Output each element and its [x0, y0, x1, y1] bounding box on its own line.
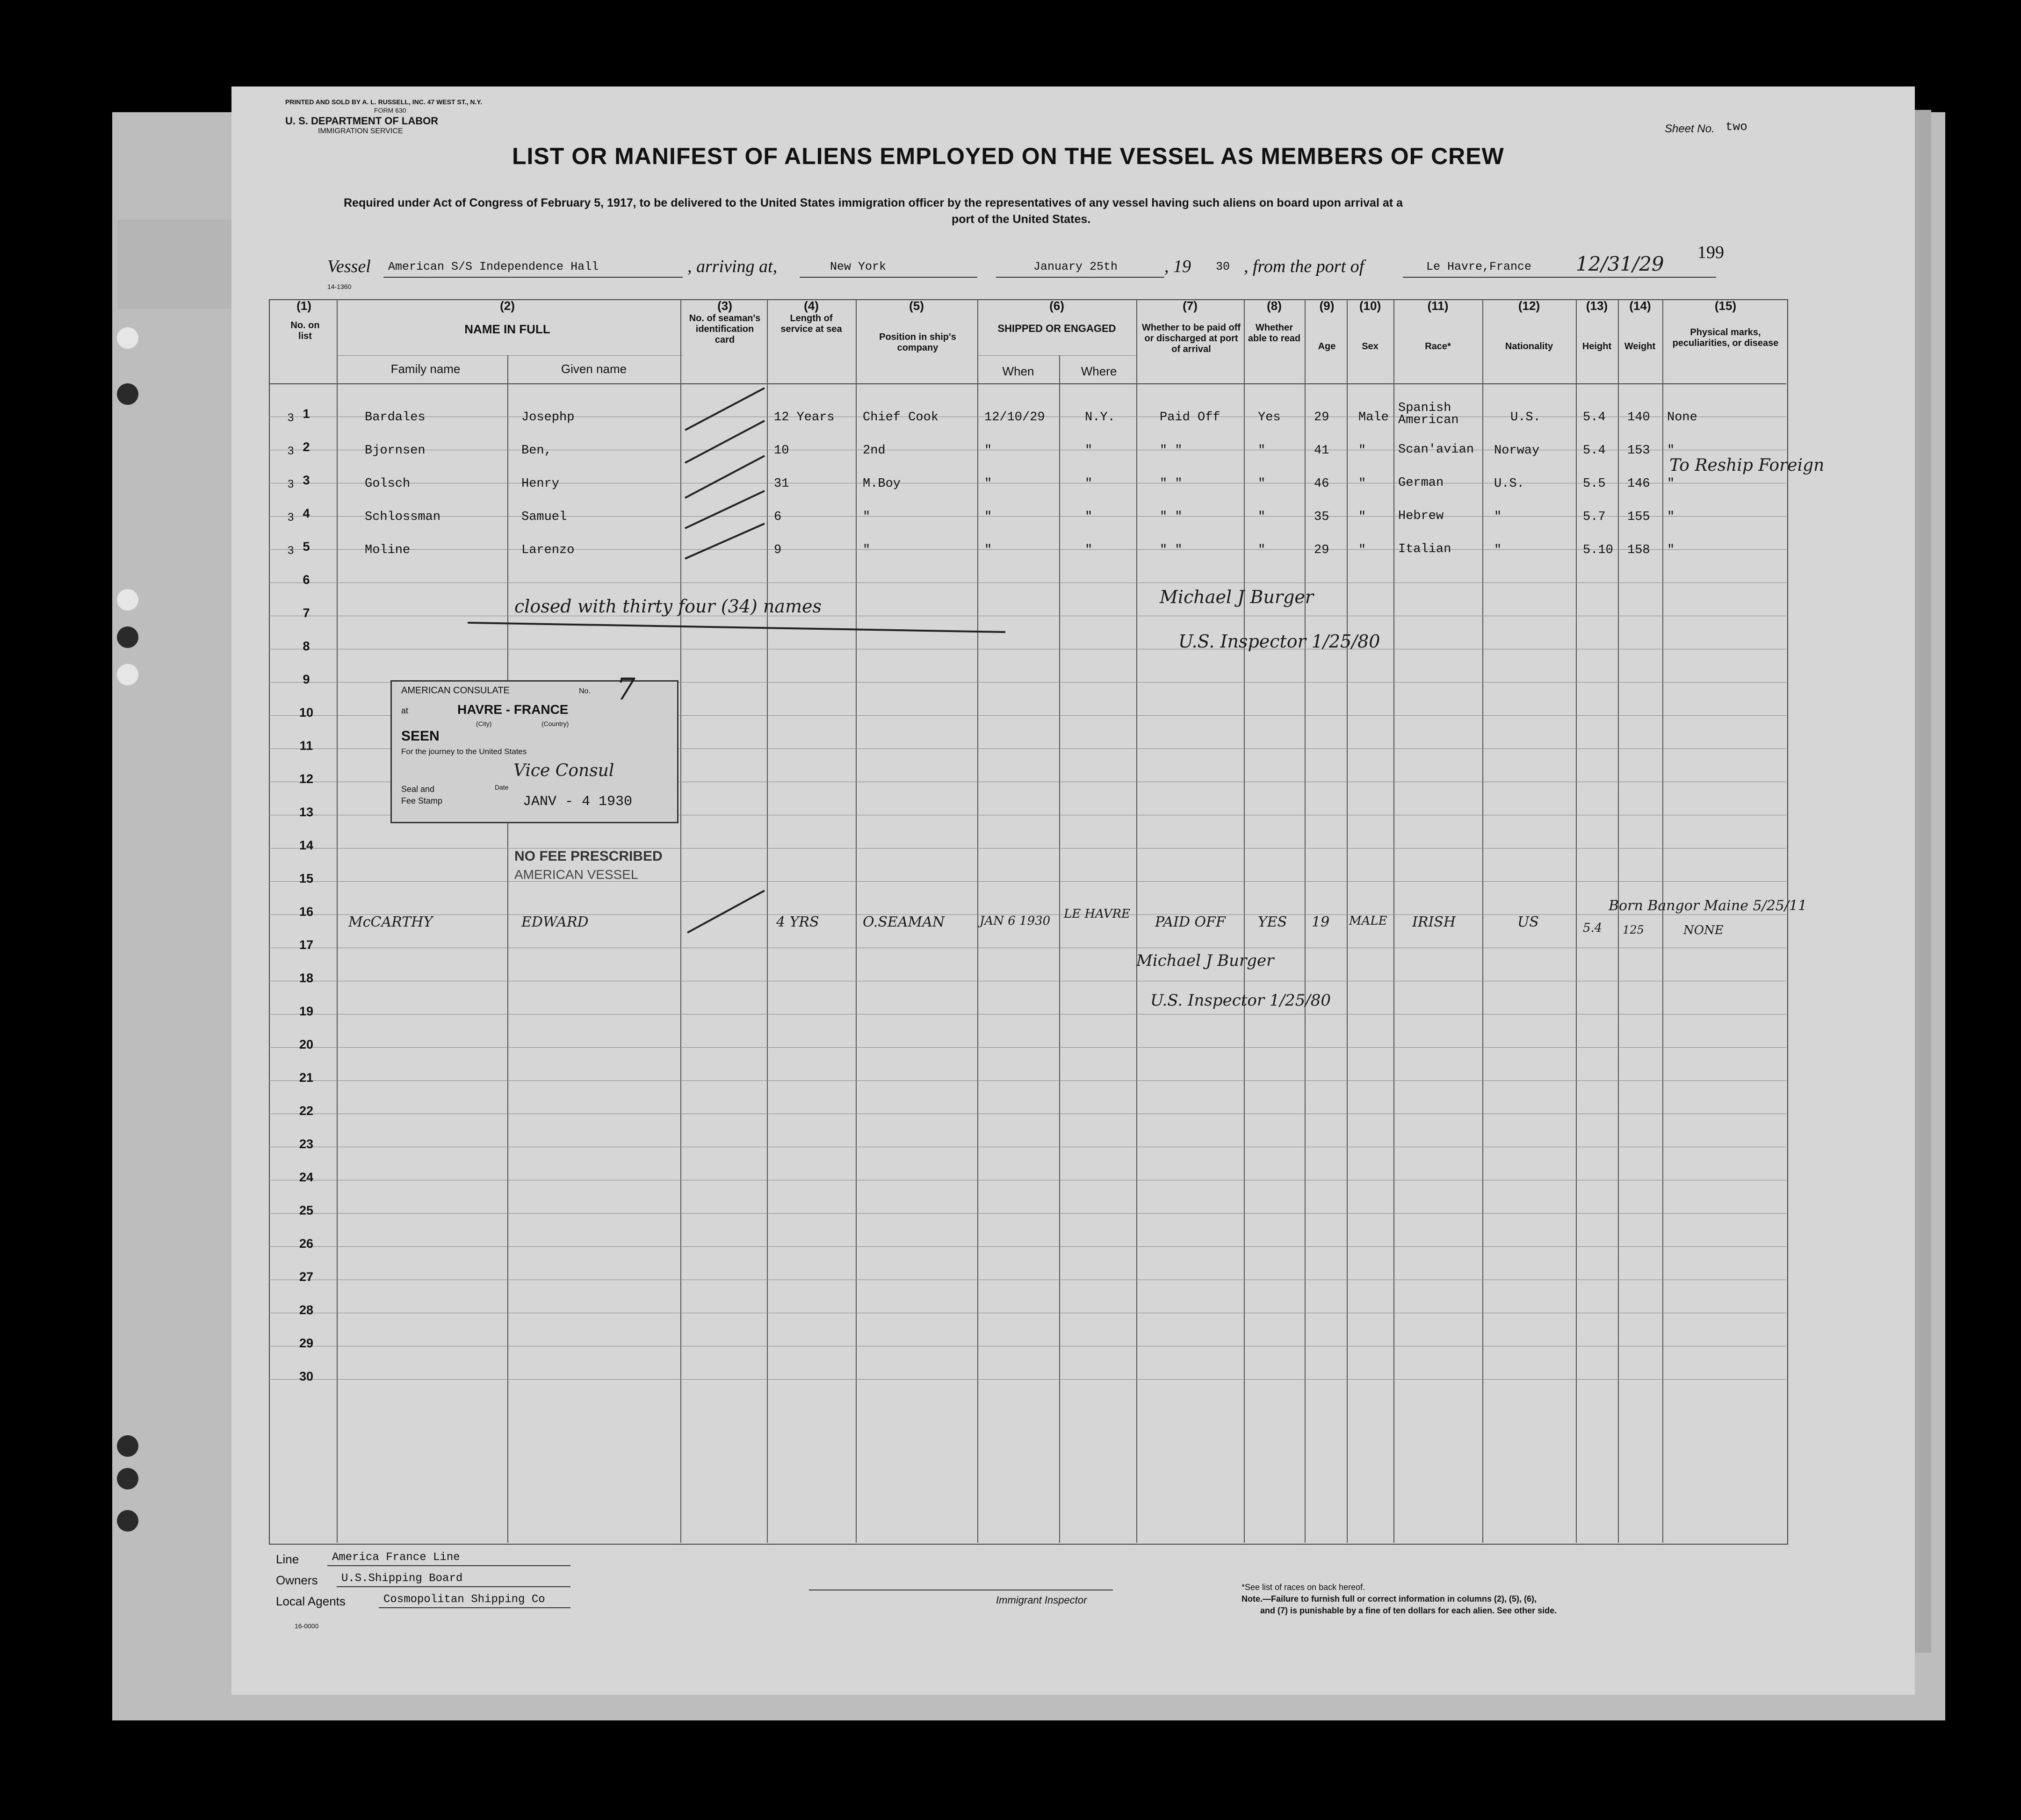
owners-value: U.S.Shipping Board — [341, 1572, 463, 1585]
cell-nationality: " — [1494, 543, 1502, 557]
cell-where: " — [1085, 444, 1093, 458]
row15-paid: PAID OFF — [1155, 914, 1226, 930]
col6-where-header: Where — [1081, 364, 1117, 378]
row-line — [269, 1047, 1786, 1048]
cell-marks: " — [1667, 444, 1675, 458]
binder-hole — [117, 664, 138, 685]
col13-num: (13) — [1586, 299, 1608, 313]
date-underline — [996, 277, 1164, 278]
row-number: 25 — [299, 1203, 314, 1217]
cell-nationality: U.S. — [1510, 410, 1541, 424]
printer-line: PRINTED AND SOLD BY A. L. RUSSELL, INC. 47 WEST ST., N.Y. — [285, 98, 483, 106]
col6-num: (6) — [1049, 299, 1064, 313]
row-number: 17 — [299, 938, 314, 952]
cell-read: " — [1258, 477, 1266, 491]
row-number: 11 — [299, 739, 313, 753]
row15-weight: 125 — [1623, 923, 1644, 936]
from-label: , from the port of — [1244, 257, 1364, 276]
cell-race: Italian — [1398, 542, 1451, 556]
row15-where: LE HAVRE — [1064, 907, 1130, 921]
form-code: 14-1360 — [327, 283, 352, 290]
cell-age: 35 — [1314, 510, 1329, 524]
row-number: 16 — [299, 905, 314, 919]
port-underline — [800, 277, 977, 278]
american-vessel-stamp: AMERICAN VESSEL — [514, 867, 638, 882]
row-number: 26 — [299, 1237, 314, 1251]
row-number: 21 — [299, 1071, 314, 1085]
cell-service: 10 — [774, 444, 789, 458]
inspector-title: U.S. Inspector 1/25/80 — [1178, 631, 1380, 652]
row-prefix: 3 — [288, 544, 294, 557]
agents-value: Cosmopolitan Shipping Co — [383, 1593, 545, 1606]
departure-date: 12/31/29 — [1576, 252, 1664, 275]
cell-sex: " — [1358, 543, 1366, 557]
department: U. S. DEPARTMENT OF LABOR — [285, 115, 439, 127]
cell-sex: Male — [1358, 410, 1389, 424]
stamp-consul: Vice Consul — [513, 761, 614, 780]
cell-height: 5.7 — [1583, 510, 1606, 524]
row-line — [269, 1080, 1786, 1081]
cell-service: 6 — [774, 510, 782, 524]
penalty-note: Note.—Failure to furnish full or correct information in columns (2), (5), (6), — [1241, 1594, 1537, 1604]
arrival-date: January 25th — [1033, 260, 1118, 273]
cell-paid: " " — [1160, 543, 1183, 557]
stamp-consulate: AMERICAN CONSULATE — [401, 685, 510, 696]
row15-when: JAN 6 1930 — [980, 914, 1051, 928]
binder-hole — [117, 626, 138, 648]
col2-num: (2) — [500, 299, 515, 313]
vessel-underline — [383, 277, 683, 278]
row15-read: YES — [1258, 914, 1287, 930]
cell-where: " — [1085, 477, 1093, 491]
col14-num: (14) — [1629, 299, 1651, 313]
cell-race: German — [1398, 476, 1444, 490]
stamp-city-label: (City) — [476, 720, 492, 727]
binder-hole — [117, 1468, 138, 1489]
row-number: 29 — [299, 1336, 314, 1350]
stamp-date: JANV - 4 1930 — [523, 794, 633, 810]
year-label: , 19 — [1164, 257, 1191, 276]
row15-position: O.SEAMAN — [863, 914, 945, 930]
col5-header: Position in ship's company — [879, 332, 956, 353]
row-number: 4 — [303, 506, 310, 520]
row-number: 18 — [299, 971, 314, 985]
col7-num: (7) — [1183, 299, 1198, 313]
col9-header: Age — [1318, 341, 1336, 352]
repatriate-note: To Reship Foreign — [1669, 456, 1825, 475]
row-number: 6 — [303, 573, 310, 587]
row-number: 14 — [299, 838, 314, 852]
col8-header: Whether able to read — [1248, 323, 1301, 344]
stamp-seen: SEEN — [401, 728, 440, 744]
cell-height: 5.5 — [1583, 477, 1606, 491]
cell-age: 46 — [1314, 477, 1329, 491]
cell-sex: " — [1358, 444, 1366, 458]
row-line — [269, 516, 1786, 517]
cell-weight: 153 — [1627, 444, 1650, 458]
row-number: 3 — [303, 473, 310, 487]
cell-height: 5.4 — [1583, 410, 1606, 424]
stamp-fee: Fee Stamp — [401, 796, 443, 806]
row-line — [269, 1379, 1786, 1380]
row15-age: 19 — [1312, 914, 1330, 930]
row-number: 28 — [299, 1303, 314, 1317]
cell-read: " — [1258, 510, 1266, 524]
binder-hole — [117, 383, 138, 405]
cell-race: Hebrew — [1398, 509, 1444, 523]
cell-where: N.Y. — [1085, 410, 1115, 424]
from-underline — [1403, 277, 1716, 278]
inspector-title-2: U.S. Inspector 1/25/80 — [1150, 991, 1331, 1010]
col7-header: Whether to be paid off or discharged at port of arrival — [1141, 323, 1241, 354]
row15-race: IRISH — [1412, 914, 1456, 930]
cell-age: 29 — [1314, 543, 1329, 557]
cell-position: Chief Cook — [863, 410, 939, 424]
id-card-strokes — [680, 383, 769, 944]
stamp-city: HAVRE - FRANCE — [457, 702, 569, 717]
row-prefix: 3 — [288, 445, 294, 457]
cell-nationality: " — [1494, 510, 1502, 524]
cell-age: 29 — [1314, 410, 1329, 424]
row-line — [269, 1246, 1786, 1247]
col1-num: (1) — [296, 299, 311, 313]
stamp-country-label: (Country) — [541, 720, 569, 727]
row-number: 8 — [303, 639, 310, 653]
row-number: 23 — [299, 1137, 314, 1151]
col14-header: Weight — [1624, 341, 1656, 352]
row-number: 19 — [299, 1004, 314, 1018]
row-number: 24 — [299, 1170, 314, 1184]
cell-given: Ben, — [521, 444, 552, 458]
row15-service: 4 YRS — [776, 914, 819, 930]
col1-header: No. on list — [290, 320, 320, 341]
col2-family-header: Family name — [390, 362, 461, 376]
cell-when: " — [984, 543, 992, 557]
cell-marks: " — [1667, 477, 1675, 491]
row-number: 10 — [299, 705, 314, 719]
cell-height: 5.4 — [1583, 444, 1606, 458]
cell-when: " — [984, 510, 992, 524]
row15-given: EDWARD — [521, 914, 589, 930]
cell-nationality: Norway — [1494, 444, 1540, 458]
cell-position: " — [863, 543, 871, 557]
cell-marks: " — [1667, 543, 1675, 557]
subtitle-line2: port of the United States. — [952, 213, 1091, 226]
owners-label: Owners — [276, 1573, 318, 1587]
row-prefix: 3 — [288, 411, 294, 424]
cell-family: Moline — [365, 543, 411, 557]
cell-position: M.Boy — [863, 477, 901, 491]
form-number: FORM 630 — [374, 107, 406, 114]
binder-hole — [117, 1510, 138, 1532]
cell-family: Golsch — [365, 477, 411, 491]
cell-where: " — [1085, 510, 1093, 524]
line-label: Line — [276, 1552, 299, 1566]
cell-position: " — [863, 510, 871, 524]
stamp-journey: For the journey to the United States — [401, 747, 527, 756]
cell-when: " — [984, 477, 992, 491]
row-line — [269, 549, 1786, 550]
arriving-label: , arriving at, — [687, 257, 778, 276]
service: IMMIGRATION SERVICE — [318, 127, 403, 135]
stamp-no-label: No. — [579, 687, 591, 695]
footer-form-code: 16-0000 — [295, 1622, 319, 1630]
cell-age: 41 — [1314, 444, 1329, 458]
cell-paid: " " — [1160, 444, 1183, 458]
cell-service: 9 — [774, 543, 782, 557]
agents-label: Local Agents — [276, 1594, 346, 1608]
stamp-seal: Seal and — [401, 784, 435, 794]
col13-header: Height — [1582, 341, 1612, 352]
cell-when: 12/10/29 — [984, 410, 1045, 424]
stamp-number: 7 — [616, 672, 635, 707]
cell-family: Bjornsen — [365, 444, 426, 458]
sheet-label: Sheet No. — [1665, 122, 1715, 135]
col12-header: Nationality — [1505, 341, 1553, 352]
row15-sex: MALE — [1349, 914, 1387, 928]
inspector-signature: Michael J Burger — [1160, 587, 1314, 607]
row15-marks: NONE — [1683, 923, 1724, 937]
col11-num: (11) — [1427, 299, 1449, 313]
row-number: 30 — [299, 1369, 314, 1383]
row-line — [269, 881, 1786, 882]
arrival-port: New York — [830, 260, 887, 273]
cell-weight: 155 — [1627, 510, 1650, 524]
row15-family: McCARTHY — [348, 914, 433, 930]
cell-sex: " — [1358, 510, 1366, 524]
born-note: Born Bangor Maine 5/25/11 — [1609, 898, 1807, 914]
col3-header: No. of seaman's identification card — [689, 313, 761, 345]
col10-num: (10) — [1359, 299, 1381, 313]
stamp-at-label: at — [401, 706, 409, 715]
row-number: 13 — [299, 805, 314, 819]
subtitle-line1: Required under Act of Congress of February 5, 1917, to be delivered to the United States immigration officer by the representatives of any vessel having such aliens on board upon arrival at a — [344, 196, 1403, 209]
cell-when: " — [984, 444, 992, 458]
cell-family: Schlossman — [365, 510, 441, 524]
col11-header: Race* — [1425, 341, 1451, 352]
inspector-label: Immigrant Inspector — [996, 1594, 1087, 1606]
sheet-number: two — [1725, 120, 1747, 134]
consulate-stamp — [390, 672, 678, 823]
row-number: 7 — [303, 606, 310, 620]
col6-header: SHIPPED OR ENGAGED — [997, 323, 1116, 334]
binder-hole — [117, 1435, 138, 1457]
col9-num: (9) — [1319, 299, 1335, 313]
row-line — [269, 848, 1786, 849]
cell-race: Scan'avian — [1398, 443, 1474, 457]
cell-given: Samuel — [521, 510, 567, 524]
row-line — [269, 1213, 1786, 1214]
cell-paid: " " — [1160, 477, 1183, 491]
col12-num: (12) — [1518, 299, 1540, 313]
cell-given: Henry — [521, 477, 560, 491]
col3-num: (3) — [717, 299, 732, 313]
row-number: 9 — [303, 672, 310, 686]
arrival-year: 30 — [1216, 260, 1230, 273]
row-prefix: 3 — [288, 511, 294, 524]
vessel-label: Vessel — [327, 257, 371, 276]
cell-race: Spanish American — [1398, 401, 1459, 427]
col6-when-header: When — [1002, 364, 1034, 378]
col15-header: Physical marks, peculiarities, or disease — [1672, 327, 1779, 348]
col10-header: Sex — [1362, 341, 1379, 352]
cell-weight: 146 — [1627, 477, 1650, 491]
col5-num: (5) — [909, 299, 924, 313]
background-stamp — [117, 220, 238, 309]
page-title: LIST OR MANIFEST OF ALIENS EMPLOYED ON THE VESSEL AS MEMBERS OF CREW — [512, 143, 1504, 169]
race-note: *See list of races on back hereof. — [1241, 1583, 1365, 1592]
binder-hole — [117, 327, 138, 349]
row-number: 12 — [299, 772, 314, 786]
row-number: 15 — [299, 871, 314, 885]
col4-num: (4) — [804, 299, 819, 313]
cell-read: Yes — [1258, 410, 1281, 424]
cell-marks: None — [1667, 410, 1697, 424]
cell-given: Larenzo — [521, 543, 575, 557]
row-number: 2 — [303, 440, 310, 454]
page-number: 199 — [1697, 243, 1724, 262]
row-number: 22 — [299, 1104, 314, 1118]
cell-paid: Paid Off — [1160, 410, 1220, 424]
departure-port: Le Havre,France — [1426, 260, 1532, 273]
cell-marks: " — [1667, 510, 1675, 524]
cell-weight: 140 — [1627, 410, 1650, 424]
row-number: 20 — [299, 1037, 314, 1051]
cell-read: " — [1258, 543, 1266, 557]
col2-given-header: Given name — [561, 362, 627, 376]
row-prefix: 3 — [288, 478, 294, 490]
penalty-note-2: and (7) is punishable by a fine of ten dollars for each alien. See other side. — [1260, 1606, 1557, 1615]
stamp-date-label: Date — [495, 784, 509, 791]
cell-given: Josephp — [521, 410, 575, 424]
cell-where: " — [1085, 543, 1093, 557]
col15-num: (15) — [1714, 299, 1737, 313]
closed-note: closed with thirty four (34) names — [514, 596, 822, 617]
row15-height: 5.4 — [1583, 921, 1602, 935]
row15-nationality: US — [1517, 914, 1539, 930]
vessel-name: American S/S Independence Hall — [388, 260, 599, 273]
cell-paid: " " — [1160, 510, 1183, 524]
row-number: 27 — [299, 1270, 314, 1284]
no-fee-stamp: NO FEE PRESCRIBED — [514, 849, 663, 864]
cell-read: " — [1258, 444, 1266, 458]
cell-service: 12 Years — [774, 410, 835, 424]
cell-sex: " — [1358, 477, 1366, 491]
row-number: 1 — [303, 407, 310, 421]
cell-weight: 158 — [1627, 543, 1650, 557]
cell-service: 31 — [774, 477, 789, 491]
row-number: 5 — [303, 540, 310, 554]
line-value: America France Line — [332, 1551, 460, 1564]
col8-num: (8) — [1267, 299, 1282, 313]
col4-header: Length of service at sea — [780, 313, 842, 334]
cell-height: 5.10 — [1583, 543, 1613, 557]
cell-family: Bardales — [365, 410, 426, 424]
inspector-signature-2: Michael J Burger — [1136, 951, 1274, 970]
cell-position: 2nd — [863, 444, 886, 458]
col2-header: NAME IN FULL — [464, 322, 550, 336]
binder-hole — [117, 589, 138, 611]
cell-nationality: U.S. — [1494, 477, 1524, 491]
